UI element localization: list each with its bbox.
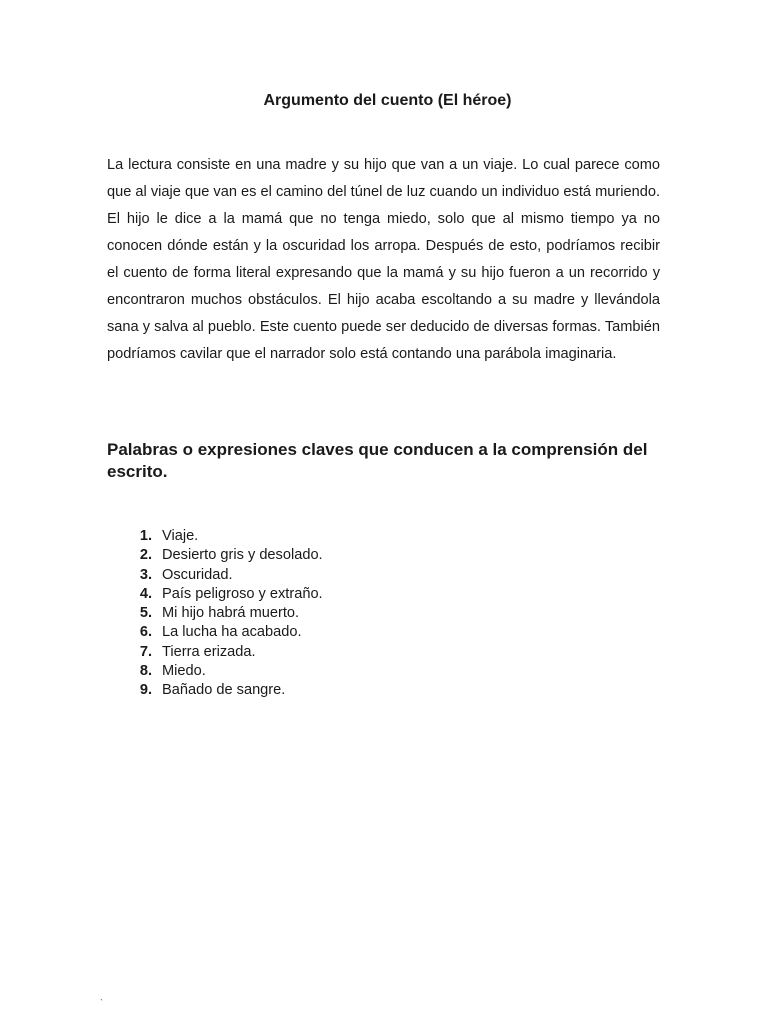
key-words-heading: Palabras o expresiones claves que conducen a la comprensión del escrito. bbox=[107, 440, 648, 481]
list-item-text: Mi hijo habrá muerto. bbox=[162, 605, 300, 622]
list-item bbox=[122, 566, 323, 585]
list-item-text: Miedo. bbox=[162, 663, 206, 680]
key-words-list bbox=[122, 527, 323, 701]
list-item-number: 3. bbox=[139, 566, 152, 583]
list-item-number: 8. bbox=[139, 663, 152, 680]
list-item-text: Viaje. bbox=[162, 528, 199, 544]
list-item-text: Bañado de sangre. bbox=[162, 682, 286, 699]
list-item-text: Oscuridad. bbox=[162, 566, 233, 583]
list-item-text: País peligroso y extraño. bbox=[162, 585, 323, 602]
story-summary-paragraph: La lectura consiste en una madre y su hijo que van a un viaje. Lo cual parece como que al viaje que van es el camino del túnel de luz cuando un individuo está muriendo. El hijo le dice a la mamá que no tenga miedo, solo que al mismo tiempo ya no conocen dónde están y la oscuridad los arropa. Después de esto, podríamos recibir el cuento de forma literal expresando que la mamá y su hijo fueron a un recorrido y encontraron muchos obstáculos. El hijo acaba escoltando a su madre y llevándola sana y salva al pueblo. Este cuento puede ser deducido de diversas formas. También podríamos cavilar que el narrador solo está contando una parábola imaginaria. bbox=[107, 157, 660, 362]
list-item bbox=[122, 681, 323, 700]
list-item-number: 7. bbox=[139, 643, 152, 660]
list-item bbox=[122, 643, 323, 662]
list-item-number: 4. bbox=[139, 585, 152, 602]
list-item bbox=[122, 585, 323, 604]
list-item bbox=[122, 662, 323, 681]
list-item-text: Desierto gris y desolado. bbox=[162, 547, 323, 564]
list-item bbox=[122, 604, 323, 623]
list-item-number: 2. bbox=[139, 547, 152, 564]
list-item-number: 5. bbox=[139, 605, 152, 622]
list-item-number: 6. bbox=[139, 624, 152, 641]
list-item bbox=[122, 527, 323, 546]
document-title: Argumento del cuento (El héroe) bbox=[263, 92, 512, 109]
list-item-text: Tierra erizada. bbox=[162, 643, 256, 660]
list-item-number: 1. bbox=[139, 528, 152, 544]
list-item-text: La lucha ha acabado. bbox=[162, 624, 302, 641]
list-item bbox=[122, 546, 323, 565]
list-item-number: 9. bbox=[139, 682, 152, 699]
list-item bbox=[122, 623, 323, 642]
footer-mark: ` bbox=[100, 998, 103, 1008]
